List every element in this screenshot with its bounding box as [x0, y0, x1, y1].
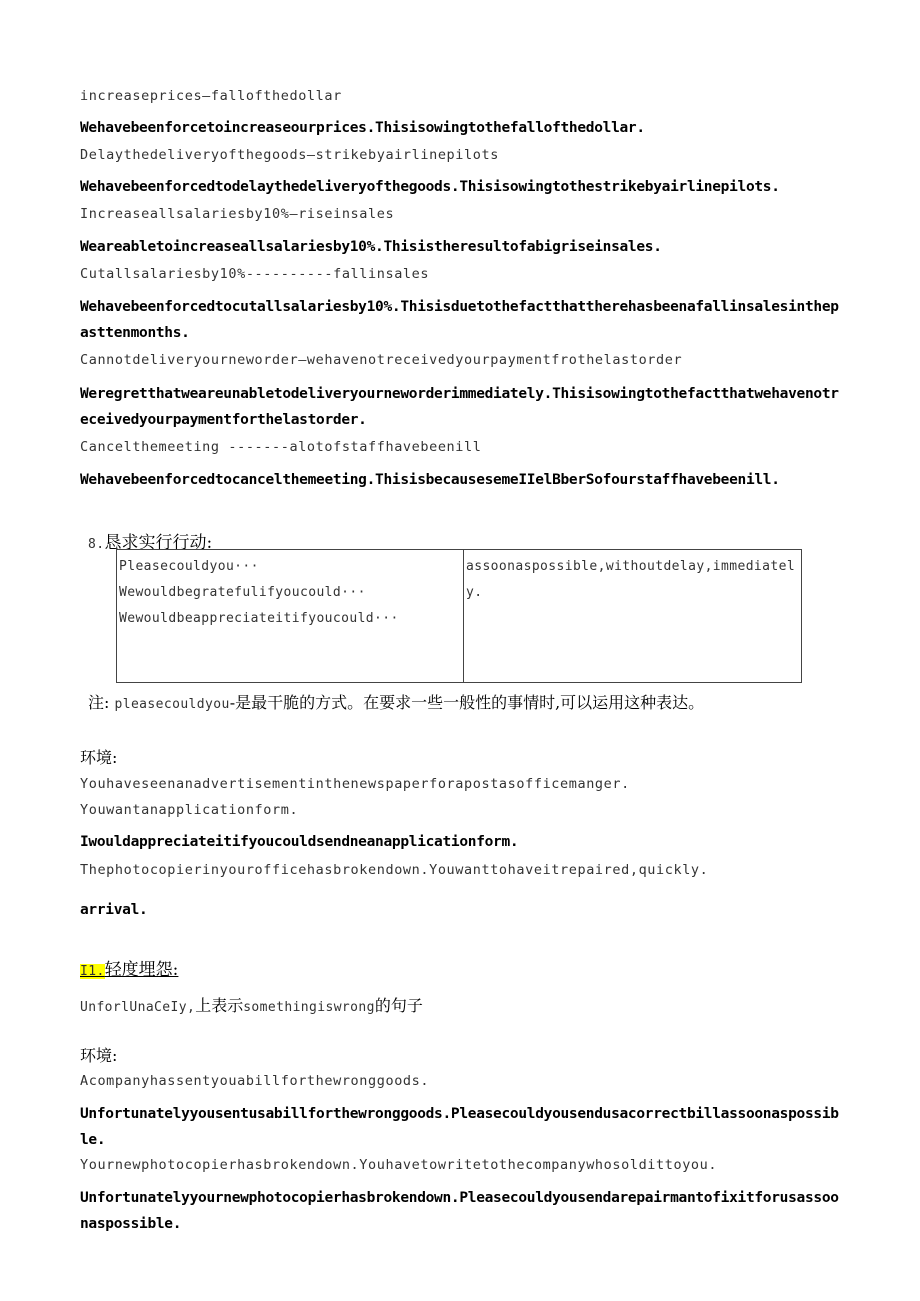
subtitle-line	[80, 993, 423, 1016]
table-cell-adverbs: assoonaspossible,withoutdelay,immediately.	[464, 550, 802, 683]
section-heading	[80, 955, 178, 980]
phrase-row: Wewouldbegratefulifyoucould···	[119, 585, 366, 600]
prompt-line: Cancelthemeeting -------alotofstaffhavebeenill	[80, 439, 482, 455]
prompt-line: Youhaveseenanadvertisementinthenewspaperforapostasofficemanger.	[80, 776, 630, 792]
subtitle-end: 的句子	[374, 996, 423, 1015]
note-text: -是最干脆的方式。在要求一些一般性的事情时,可以运用这种表达。	[229, 693, 705, 712]
answer-line: Weregretthatweareunabletodeliveryourneworderimmediately.Thisisowingtothefactthatwehavenotreceivedyourpaymentforthelastorder.	[80, 386, 839, 428]
answer-line: Unfortunatelyyousentusabillforthewronggoods.Pleasecouldyousendusacorrectbillassoonaspossible.	[80, 1106, 839, 1148]
subtitle-code: UnforlUnaCeIy,	[80, 1000, 196, 1015]
section-number: 8.	[88, 537, 105, 552]
prompt-line: Cutallsalariesby10%----------fallinsales	[80, 266, 430, 282]
subtitle-code2: somethingiswrong	[243, 1000, 375, 1015]
prompt-line: Yournewphotocopierhasbrokendown.Youhavetowritetothecompanywhosoldittoyou.	[80, 1157, 718, 1173]
env-label: 环境:	[80, 1046, 118, 1065]
prompt-line: Acompanyhassentyouabillforthewronggoods.	[80, 1073, 430, 1089]
note-line	[88, 690, 704, 713]
phrase-row: Pleasecouldyou···	[119, 559, 259, 574]
answer-line: Wehavebeenforcedtocutallsalariesby10%.Thisisduetothefactthattherehasbeenafallinsalesinthepasttenmonths.	[80, 299, 839, 341]
answer-line: Unfortunatelyyournewphotocopierhasbrokendown.Pleasecouldyousendarepairmantofixitforusassoonaspossible.	[80, 1190, 839, 1232]
request-phrases-table	[116, 549, 802, 683]
note-code: pleasecouldyou	[114, 697, 230, 712]
section-title: 恳求实行行动:	[104, 533, 213, 553]
env-label: 环境:	[80, 748, 118, 767]
answer-line: Wehavebeenforcedtodelaythedeliveryofthegoods.Thisisowingtothestrikebyairlinepilots.	[80, 179, 780, 195]
note-prefix: 注:	[88, 693, 110, 712]
answer-line: Wehavebeenforcedtocancelthemeeting.ThisisbecausesemeIIelBberSofourstaffhavebeenill.	[80, 472, 780, 488]
section-title: 轻度埋怨:	[104, 960, 179, 980]
prompt-line: Increaseallsalariesby10%—riseinsales	[80, 206, 395, 222]
answer-line: Weareabletoincreaseallsalariesby10%.Thisistheresultofabigriseinsales.	[80, 239, 662, 255]
answer-line: Iwouldappreciateitifyoucouldsendneanapplicationform.	[80, 834, 519, 850]
prompt-line: Youwantanapplicationform.	[80, 802, 299, 818]
section-number: I1.	[80, 964, 105, 979]
answer-line: Wehavebeenforcetoincreaseourprices.Thisisowingtothefallofthedollar.	[80, 120, 645, 136]
prompt-line: Delaythedeliveryofthegoods—strikebyairlinepilots	[80, 147, 499, 163]
table-cell-phrases	[117, 550, 464, 683]
prompt-line: Thephotocopierinyourofficehasbrokendown.Youwanttohaveitrepaired,quickly.	[80, 862, 709, 878]
phrase-row: Wewouldbeappreciateitifyoucould···	[119, 611, 399, 626]
subtitle-mid: 上表示	[195, 996, 244, 1015]
prompt-line: Cannotdeliveryourneworder—wehavenotreceivedyourpaymentfrothelastorder	[80, 352, 683, 368]
prompt-line: increaseprices—fallofthedollar	[80, 88, 342, 104]
answer-line: arrival.	[80, 902, 148, 918]
